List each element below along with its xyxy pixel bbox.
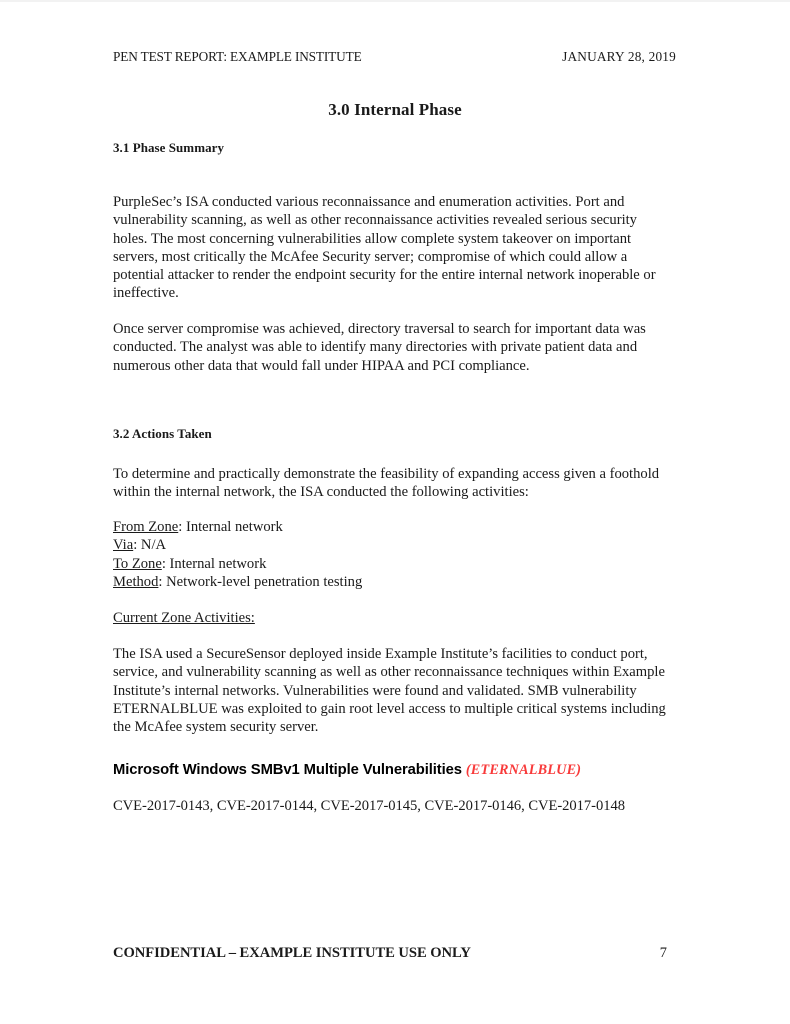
section-heading-3-2: 3.2 Actions Taken [113,426,212,441]
zone-value-via: N/A [140,537,167,554]
zone-separator: : [133,537,141,554]
running-footer [113,945,677,962]
footer-confidentiality-notice: CONFIDENTIAL – EXAMPLE INSTITUTE USE ONLY [113,945,471,961]
section-heading-3-1: 3.1 Phase Summary [113,140,224,155]
zone-separator: : [178,519,186,535]
finding-cve-list: CVE-2017-0143, CVE-2017-0144, CVE-2017-0145, CVE-2017-0146, CVE-2017-0148 [113,798,625,814]
zone-separator: : [158,573,167,590]
paragraph-phase-summary-1: PurpleSec’s ISA conducted various reconnaissance and enumeration activities. Port and vulnerability scanning, as well as other reconnaissance activities revealed serious security holes. The most concerning vulnerabilities allow complete system takeover on important servers, most critically the McAfee Security server; compromise of which could allow a potential attacker to render the endpoint security for the entire internal network inoperable or ineffective. [113,194,656,302]
zone-detail-row [113,536,669,554]
zone-label-to-zone: To Zone [113,555,162,572]
running-header [113,49,677,65]
zone-value-method: Network-level penetration testing [166,573,363,590]
current-zone-activities-heading: Current Zone Activities: [113,610,255,626]
zone-detail-row [113,573,669,591]
zone-value-from-zone: Internal network [185,519,283,535]
zone-label-method: Method [113,573,159,590]
zone-separator: : [161,555,170,572]
paragraph-current-zone-activities: The ISA used a SecureSensor deployed inside Example Institute’s facilities to conduct port, service, and vulnerability scanning as well as other reconnaissance techniques within Example Institute’s internal networks. Vulnerabilities were found and validated. SMB vulnerability ETERNALBLUE was exploited to gain root level access to multiple critical systems including the McAfee system security server. [113,646,666,736]
zone-detail-row [113,518,669,536]
footer-page-number: 7 [659,945,667,961]
finding-title: Microsoft Windows SMBv1 Multiple Vulnerabilities [113,762,462,778]
paragraph-phase-summary-2: Once server compromise was achieved, directory traversal to search for important data was conducted. The analyst was able to identify many directories with private patient data and numerous other data that would fall under HIPAA and PCI compliance. [113,321,646,374]
finding-heading [113,762,673,779]
header-date: JANUARY 28, 2019 [562,49,676,64]
zone-details-block [113,518,669,591]
finding-alias: (ETERNALBLUE) [465,762,582,778]
zone-label-via: Via [113,537,134,554]
paragraph-actions-intro: To determine and practically demonstrate the feasibility of expanding access given a foothold within the internal network, the ISA conducted the following activities: [113,466,660,501]
page-title: 3.0 Internal Phase [328,100,462,119]
zone-label-from-zone: From Zone [113,519,179,535]
zone-value-to-zone: Internal network [169,555,267,572]
header-report-title: PEN TEST REPORT: EXAMPLE INSTITUTE [113,49,362,64]
zone-detail-row [113,555,669,573]
